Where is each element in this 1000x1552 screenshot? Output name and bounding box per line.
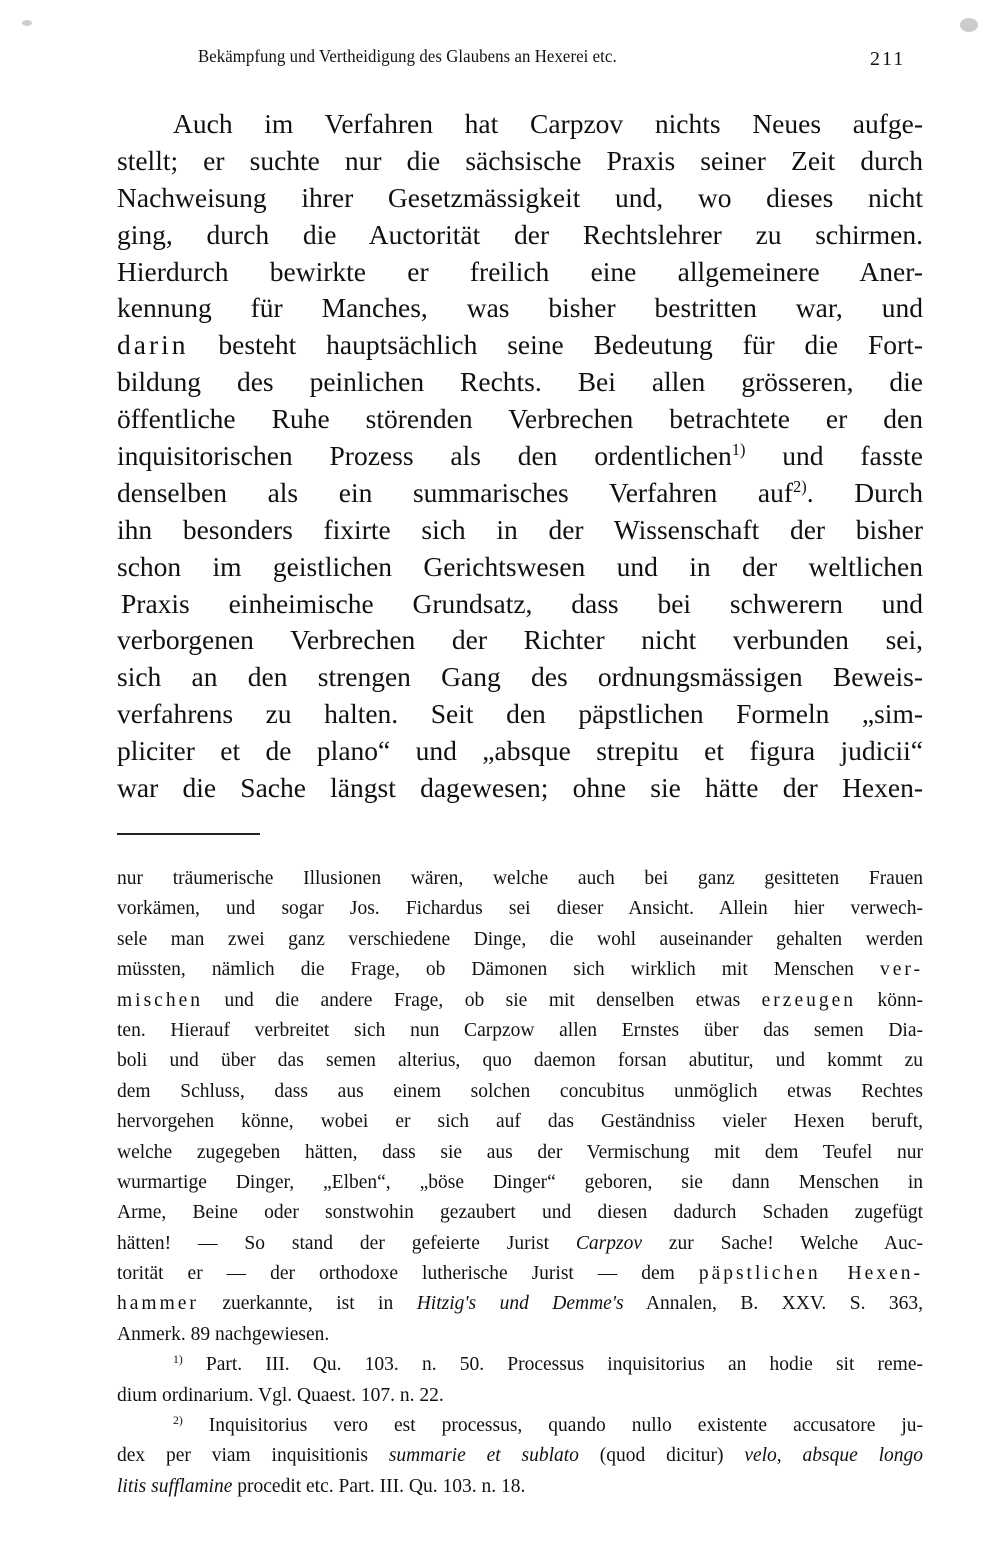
body-line xyxy=(117,622,923,659)
text-segment: könn- xyxy=(856,989,923,1011)
footnote-line xyxy=(117,1198,923,1228)
footnote-ref: 2) xyxy=(173,1414,183,1428)
text-segment: (quod dicitur) xyxy=(578,1445,745,1467)
text-segment: bildung des peinlichen Rechts. Bei allen grösseren, die xyxy=(117,366,923,398)
text-segment: und fasste xyxy=(745,440,923,472)
body-line xyxy=(117,143,923,180)
text-segment: zuerkannte, ist in xyxy=(198,1293,417,1315)
text-segment: welche zugegeben hätten, dass sie aus der Vermischung mit dem Teufel nur xyxy=(117,1141,923,1163)
body-line xyxy=(117,770,923,807)
italic-text: summarie et sublato xyxy=(388,1445,579,1467)
text-segment: boli und über das semen alterius, quo daemon forsan abutitur, und kommt zu xyxy=(117,1050,923,1072)
text-segment: besteht hauptsächlich seine Bedeutung für die Fort- xyxy=(188,329,923,361)
footnote-line xyxy=(117,1168,923,1198)
footnote-line xyxy=(117,894,923,924)
body-line xyxy=(117,290,923,327)
text-segment: war die Sache längst dagewesen; ohne sie hätte der Hexen- xyxy=(117,772,923,804)
text-segment: ten. Hierauf verbreitet sich nun Carpzow allen Ernstes über das semen Dia- xyxy=(117,1019,923,1041)
text-segment: sich an den strengen Gang des ordnungsmässigen Beweis- xyxy=(117,661,923,693)
footnote-line xyxy=(117,1472,923,1502)
text-segment: Anmerk. 89 nachgewiesen. xyxy=(117,1323,330,1345)
text-segment: procedit etc. Part. III. Qu. 103. n. 18. xyxy=(232,1475,526,1497)
body-line xyxy=(117,659,923,696)
text-segment: und die andere Frage, ob sie mit denselben etwas xyxy=(202,989,762,1011)
footnote-line xyxy=(117,1320,923,1350)
italic-text: Carpzov xyxy=(575,1232,642,1254)
text-segment: ihn besonders fixirte sich in der Wissenschaft der bisher xyxy=(117,513,923,545)
body-line xyxy=(117,586,923,623)
footnote-line xyxy=(117,1138,923,1168)
spaced-text: erzeugen xyxy=(761,989,857,1011)
footnote-divider xyxy=(117,833,260,835)
body-line xyxy=(117,696,923,733)
text-segment: Auch im Verfahren hat Carpzov nichts Neues aufge- xyxy=(173,108,923,139)
footnote-ref: 2) xyxy=(793,476,807,496)
text-segment: Part. III. Qu. 103. n. 50. Processus inquisitorius an hodie sit reme- xyxy=(182,1354,923,1376)
running-header xyxy=(198,46,928,74)
body-line xyxy=(117,549,923,586)
text-segment: verborgenen Verbrechen der Richter nicht verbunden sei, xyxy=(117,624,923,656)
text-segment: Arme, Beine oder sonstwohin gezaubert und diesen dadurch Schaden zugefügt xyxy=(117,1202,923,1224)
footnote-ref: 1) xyxy=(173,1353,183,1367)
body-line xyxy=(117,327,923,364)
text-segment: pliciter et de plano“ und „absque strepitu et figura judicii“ xyxy=(117,735,923,767)
text-segment: . Durch xyxy=(806,476,923,508)
text-segment: Nachweisung ihrer Gesetzmässigkeit und, wo dieses nicht xyxy=(117,181,923,213)
text-segment: Annalen, B. XXV. S. 363, xyxy=(623,1293,924,1315)
text-segment: Praxis einheimische Grundsatz, dass bei schwerern und xyxy=(121,587,923,619)
italic-text: litis sufflamine xyxy=(117,1475,233,1497)
body-line xyxy=(117,512,923,549)
spaced-text: darin xyxy=(117,329,189,361)
running-title: Bekämpfung und Vertheidigung des Glaubens an Hexerei etc. xyxy=(198,46,617,66)
footnote-line xyxy=(117,986,923,1016)
body-line xyxy=(117,106,923,143)
text-segment: verfahrens zu halten. Seit den päpstlichen Formeln „sim- xyxy=(117,698,923,730)
body-line xyxy=(117,254,923,291)
scan-speck xyxy=(960,18,978,32)
page-number: 211 xyxy=(870,48,906,70)
spaced-text: päpstlichen Hexen- xyxy=(698,1263,923,1285)
body-line xyxy=(117,733,923,770)
text-segment: hätten! — So stand der gefeierte Jurist xyxy=(117,1232,576,1254)
main-text xyxy=(117,106,923,807)
footnote-line xyxy=(117,864,923,894)
italic-text: Hitzig's und Demme's xyxy=(416,1293,624,1315)
footnote-line xyxy=(117,1077,923,1107)
text-segment: schon im geistlichen Gerichtswesen und in der weltlichen xyxy=(117,550,923,582)
text-segment: Hierdurch bewirkte er freilich eine allgemeinere Aner- xyxy=(117,255,923,287)
footnote-line xyxy=(117,1350,923,1380)
spaced-text: ver- xyxy=(879,959,923,981)
text-segment: inquisitorischen Prozess als den ordentlichen xyxy=(117,440,732,472)
body-line xyxy=(117,475,923,512)
spaced-text: mischen xyxy=(117,989,203,1011)
text-segment: öffentliche Ruhe störenden Verbrechen betrachtete er den xyxy=(117,403,923,435)
text-segment: hervorgehen könne, wobei er sich auf das Geständniss vieler Hexen beruft, xyxy=(117,1111,923,1133)
body-line xyxy=(117,180,923,217)
text-segment: Inquisitorius vero est processus, quando nullo existente accusatore ju- xyxy=(182,1415,923,1437)
text-segment: müssten, nämlich die Frage, ob Dämonen sich wirklich mit Menschen xyxy=(117,959,880,981)
footnote-line xyxy=(117,1441,923,1471)
text-segment: torität er — der orthodoxe lutherische Jurist — dem xyxy=(117,1263,699,1285)
footnote-line xyxy=(117,1289,923,1319)
text-segment: zur Sache! Welche Auc- xyxy=(642,1232,923,1254)
footnote-line xyxy=(117,1381,923,1411)
footnote-line xyxy=(117,925,923,955)
body-line xyxy=(117,364,923,401)
footnote-line xyxy=(117,1229,923,1259)
text-segment: vorkämen, und sogar Jos. Fichardus sei dieser Ansicht. Allein hier verwech- xyxy=(117,898,923,920)
footnote-line xyxy=(117,955,923,985)
body-line xyxy=(117,438,923,475)
text-segment: denselben als ein summarisches Verfahren auf xyxy=(117,476,794,508)
footnote-line xyxy=(117,1411,923,1441)
footnote-ref: 1) xyxy=(731,440,746,460)
footnote-line xyxy=(117,1016,923,1046)
body-line xyxy=(117,401,923,438)
text-segment: kennung für Manches, was bisher bestritten war, und xyxy=(117,292,923,324)
text-segment: dex per viam inquisitionis xyxy=(117,1445,389,1467)
footnotes xyxy=(117,864,923,1502)
text-segment: stellt; er suchte nur die sächsische Praxis seiner Zeit durch xyxy=(117,144,923,176)
body-line xyxy=(117,217,923,254)
text-segment: dem Schluss, dass aus einem solchen concubitus unmöglich etwas Rechtes xyxy=(117,1080,923,1102)
text-segment: nur träumerische Illusionen wären, welche auch bei ganz gesitteten Frauen xyxy=(117,868,923,889)
text-segment: dium ordinarium. Vgl. Quaest. 107. n. 22. xyxy=(117,1384,444,1406)
text-segment: wurmartige Dinger, „Elben“, „böse Dinger“ geboren, sie dann Menschen in xyxy=(117,1171,923,1193)
italic-text: velo, absque longo xyxy=(744,1445,924,1467)
footnote-line xyxy=(117,1107,923,1137)
scan-speck xyxy=(22,20,32,26)
footnote-line xyxy=(117,1046,923,1076)
text-segment: ging, durch die Auctorität der Rechtslehrer zu schirmen. xyxy=(117,218,923,250)
spaced-text: hammer xyxy=(117,1293,199,1315)
footnote-line xyxy=(117,1259,923,1289)
text-segment: sele man zwei ganz verschiedene Dinge, die wohl auseinander gehalten werden xyxy=(117,928,923,950)
